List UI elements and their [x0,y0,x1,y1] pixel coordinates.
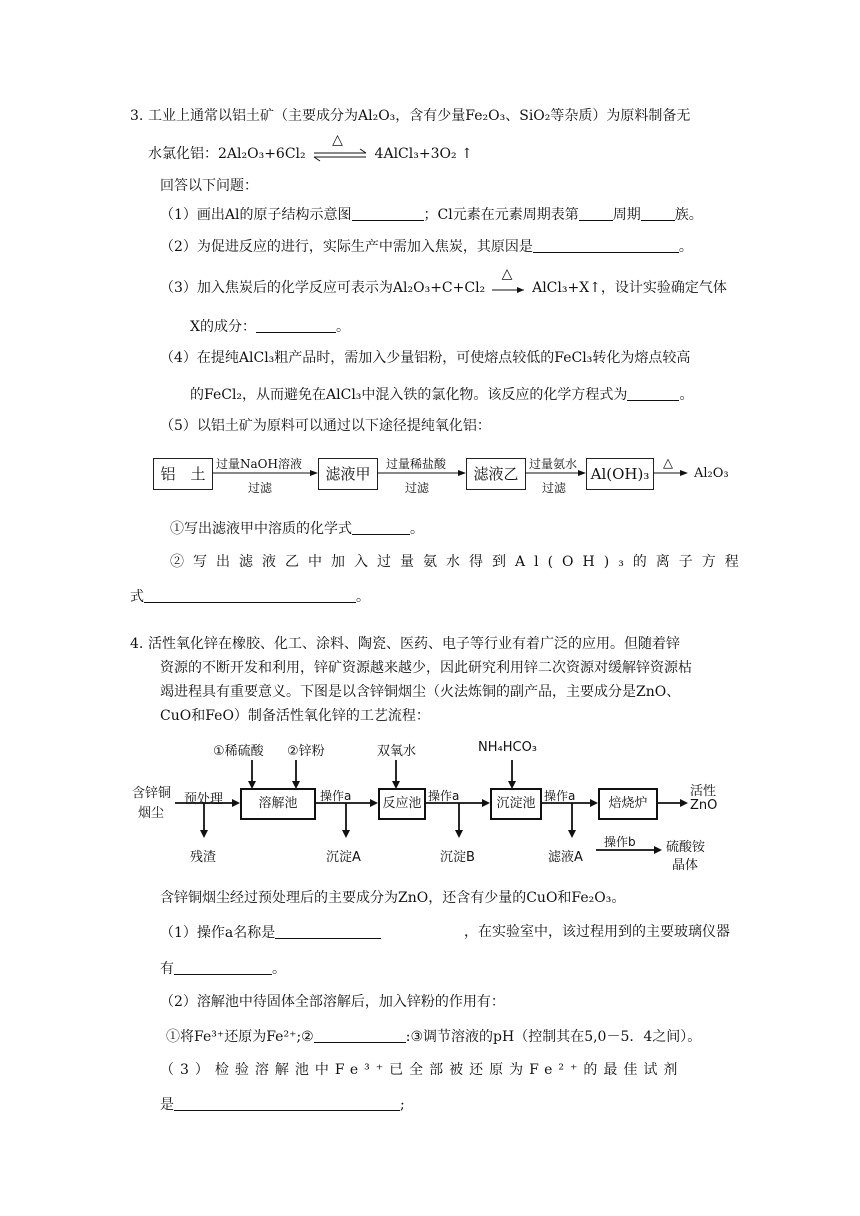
q3-part1-text-d: 族。 [674,207,703,223]
flow-arrow1-label-top: 过量NaOH溶液 [216,457,302,471]
q4-part2-text-a: ①将Fe³⁺还原为Fe²⁺;② [166,1029,314,1045]
flow-arrow2-label-bottom: 过滤 [405,481,430,495]
q4-intro-line3: 竭进程具有重要意义。下图是以含锌铜烟尘（火法炼铜的副产品，主要成分是ZnO、 [160,684,681,700]
q3-part3-text-d: 。 [335,319,350,335]
q4-part1-line1 [160,922,730,943]
q4-part2-sub [166,1026,701,1047]
q4-intro-line1: 活性氧化锌在橡胶、化工、涂料、陶瓷、医药、电子等行业有着广泛的应用。但随着锌 [148,636,680,652]
q4-product-zno-line2: ZnO [690,798,718,813]
q4-precipitate-b: 沉淀B [440,850,475,865]
heat-symbol: △ [501,266,513,282]
q4-part1-blank-2[interactable] [174,958,272,975]
flow-arrow1-label-bottom: 过滤 [248,481,273,495]
q4-op-b: 操作b [604,835,636,849]
q3-sub2-line1: ②写出滤液乙中加入过量氨水得到Al(OH)₃的离子方程 [170,554,748,570]
q4-part3-text-b: 是 [160,1097,174,1113]
q4-box-roasting-furnace: 焙烧炉 [598,788,658,820]
q3-equation-left: 水氯化铝：2Al₂O₃+6Cl₂ [148,146,306,162]
q4-product-ammonium-sulfate-line1: 硫酸铵 [666,840,706,855]
q3-part3-line2 [190,316,350,337]
q3-sub2-blank[interactable] [144,586,356,603]
q4-part1-line2 [160,958,286,979]
q3-part3-text-c: X的成分： [190,319,256,335]
q4-pretreat-label: 预处理 [184,792,224,807]
q3-sub1-text-b: 。 [410,521,424,537]
q3-part1-text-c: 周期 [612,207,641,223]
flow-box-filtrate-a: 滤液甲 [318,458,378,490]
q3-part4-text-c: 。 [679,387,694,403]
q4-part1-blank-1[interactable] [275,922,381,939]
q4-input-sulfuric-acid: ①稀硫酸 [213,744,264,759]
q3-sub2-text-b: 式 [130,589,144,605]
q4-intro-line2: 资源的不断开发和利用，锌矿资源越来越少，因此研究利用锌二次资源对缓解锌资源枯 [160,660,692,676]
q3-sub1 [170,518,424,539]
q4-precipitate-a: 沉淀A [326,850,361,865]
q3-part2-text-b: 。 [678,239,693,255]
q4-box-dissolve-tank: 溶解池 [240,788,316,820]
q4-part1-text-d: 。 [272,961,286,977]
q3-sub1-text-a: ①写出滤液甲中溶质的化学式 [170,521,352,537]
q3-flow-diagram [0,0,860,520]
heat-symbol: △ [332,132,343,148]
q4-part1-text-c: 有 [160,961,174,977]
q3-sub2-line2 [130,586,370,607]
q4-product-ammonium-sulfate-line2: 晶体 [672,858,699,873]
q4-filtrate-a: 滤液A [548,850,583,865]
q4-part3-line1: （3）检验溶解池中Fe³⁺已全部被还原为Fe²⁺的最佳试剂 [160,1062,684,1078]
q3-part1-text-b: ；Cl元素在元素周期表第 [423,207,579,223]
q4-intro-line4: CuO和FeO）制备活性氧化锌的工艺流程： [160,708,430,724]
q3-part2-blank[interactable] [533,236,679,253]
q3-part1-blank-2[interactable] [579,204,613,221]
q4-op-a-3: 操作a [544,789,576,803]
q4-source-line2: 烟尘 [138,806,165,821]
q4-description: 含锌铜烟尘经过预处理后的主要成分为ZnO，还含有少量的CuO和Fe₂O₃。 [160,890,626,906]
reversible-arrow-heat [310,132,370,164]
flow-arrows [0,0,860,520]
q3-part5: （5）以铝土矿为原料可以通过以下途径提纯氧化铝： [160,418,491,434]
forward-arrow-heat [490,266,528,298]
q3-part1-blank-3[interactable] [641,204,675,221]
q4-residue: 残渣 [190,850,217,865]
q3-part1 [160,204,703,225]
flow-arrow3-label-top: 过量氨水 [529,457,578,471]
q4-part1-text-a: （1）操作a名称是 [160,925,276,941]
q4-source-line1: 含锌铜 [132,786,172,801]
q4-part3-text-c: ; [400,1097,405,1113]
q3-part4-line1: （4）在提纯AlCl₃粗产品时，需加入少量铝粉，可使熔点较低的FeCl₃转化为熔点较高 [160,350,691,366]
flow-box-bauxite: 铝 土 [153,458,213,490]
q4-part2: （2）溶解池中待固体全部溶解后，加入锌粉的作用有： [160,994,505,1010]
q3-part2-text-a: （2）为促进反应的进行，实际生产中需加入焦炭，其原因是 [160,239,533,255]
q3-part3-text-b: AlCl₃+X↑，设计实验确定气体 [532,280,727,296]
q4-input-ammonium-bicarbonate: NH₄HCO₃ [478,740,538,755]
flow-arrow2-label-top: 过量稀盐酸 [386,457,447,471]
q3-part4-line2 [190,384,693,405]
flow-arrow3-label-bottom: 过滤 [542,481,567,495]
q3-intro-line1: 工业上通常以铝土矿（主要成分为Al₂O₃，含有少量Fe₂O₃、SiO₂等杂质）为原料制备无 [148,108,691,124]
q3-part3 [160,266,727,298]
q4-part3-line2 [160,1094,405,1115]
q3-equation-right: 4AlCl₃+3O₂ ↑ [374,146,473,162]
q3-number: 3. [130,108,144,124]
q3-part1-blank-1[interactable] [352,204,424,221]
q3-part1-text-a: （1）画出Al的原子结构示意图 [160,207,352,223]
q3-part4-text-b: 的FeCl₂，从而避免在AlCl₃中混入铁的氯化物。该反应的化学方程式为 [190,387,628,403]
q4-input-hydrogen-peroxide: 双氧水 [377,744,417,759]
flow-arrow4-heat: △ [663,456,673,471]
reversible-arrow-icon [310,146,370,166]
q3-intro-line2 [148,132,473,164]
q3-sub1-blank[interactable] [352,518,410,535]
q4-op-a-1: 操作a [320,789,352,803]
flow-box-filtrate-b: 滤液乙 [466,458,526,490]
q4-part3-blank[interactable] [174,1094,400,1111]
q4-part2-text-b: :③调节溶液的pH（控制其在5,0－5．4之间）。 [405,1029,702,1045]
q3-part2 [160,236,693,257]
q4-input-zinc-powder: ②锌粉 [287,744,325,759]
q4-number: 4. [130,636,144,652]
q3-part3-blank[interactable] [256,316,336,333]
flow-product-alumina: Al₂O₃ [694,466,729,481]
q4-product-zno-line1: 活性 [690,784,717,799]
q4-part2-blank[interactable] [314,1026,406,1043]
q4-part1-text-b: ，在实验室中，该过程用到的主要玻璃仪器 [464,924,730,940]
q4-box-reaction-tank: 反应池 [378,788,426,820]
q4-op-a-2: 操作a [428,789,460,803]
q3-part3-text-a: （3）加入焦炭后的化学反应可表示为Al₂O₃+C+Cl₂ [160,280,486,296]
forward-arrow-icon [490,280,528,300]
q3-answer-prompt: 回答以下问题： [160,178,258,194]
q3-sub2-text-c: 。 [356,589,370,605]
q4-box-precipitation-tank: 沉淀池 [490,788,542,820]
q3-part4-blank[interactable] [627,384,679,401]
flow-box-aluminum-hydroxide: Al(OH)₃ [586,458,654,490]
